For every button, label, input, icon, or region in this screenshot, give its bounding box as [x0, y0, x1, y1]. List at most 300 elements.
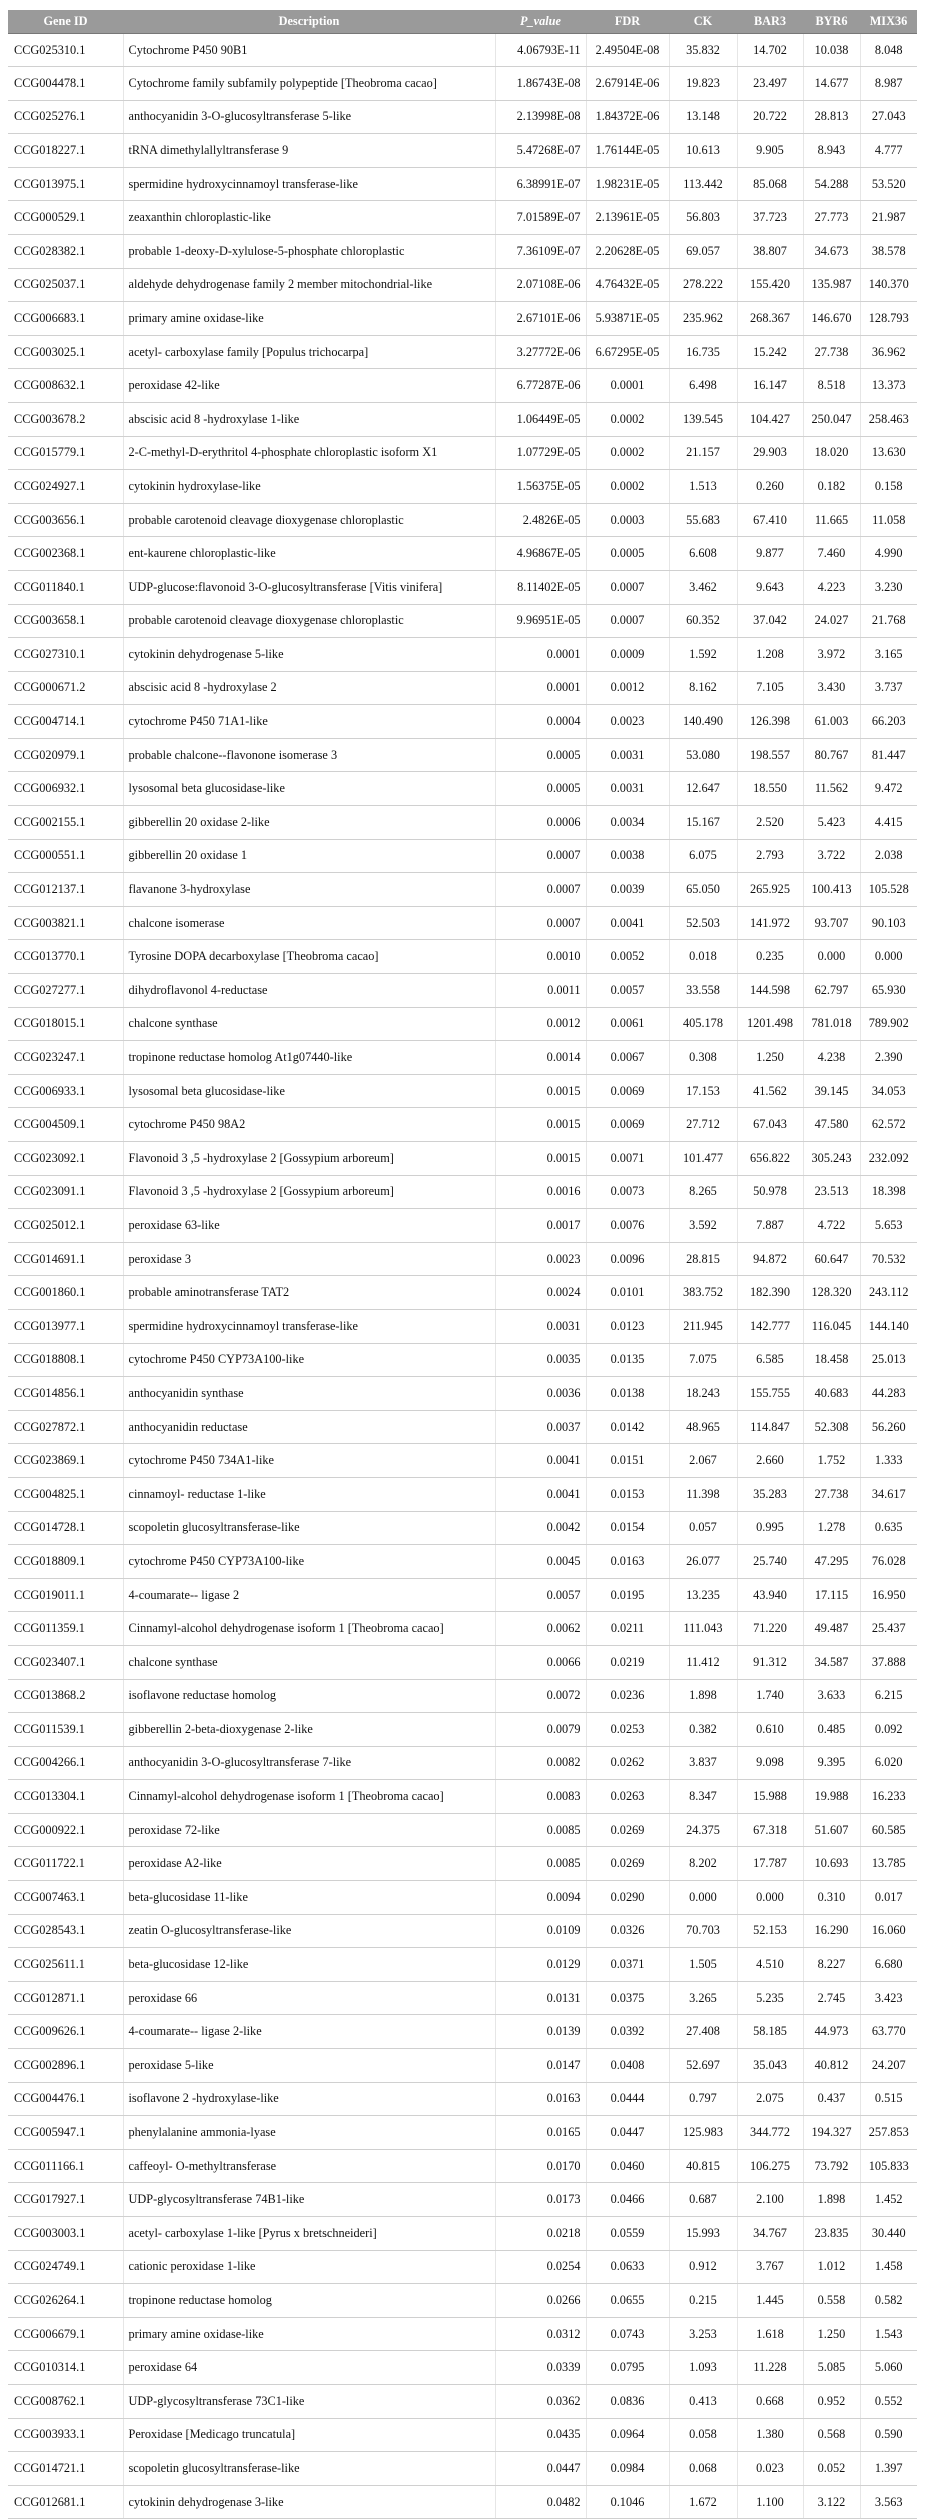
bar3-cell: 0.235	[737, 940, 803, 974]
gene-id-cell: CCG011539.1	[8, 1713, 123, 1747]
mix36-cell: 30.440	[860, 2217, 917, 2251]
bar3-cell: 37.723	[737, 201, 803, 235]
gene-id-cell: CCG000922.1	[8, 1813, 123, 1847]
gene-id-cell: CCG014721.1	[8, 2452, 123, 2486]
description-cell: chalcone synthase	[123, 1645, 495, 1679]
table-row	[8, 1309, 917, 1343]
mix36-cell: 0.582	[860, 2284, 917, 2318]
bar3-cell: 114.847	[737, 1410, 803, 1444]
mix36-cell: 18.398	[860, 1175, 917, 1209]
mix36-cell: 27.043	[860, 100, 917, 134]
byr6-cell: 39.145	[803, 1074, 860, 1108]
gene-id-cell: CCG002368.1	[8, 537, 123, 571]
table-row	[8, 1746, 917, 1780]
ck-cell: 211.945	[669, 1309, 737, 1343]
gene-id-cell: CCG027872.1	[8, 1410, 123, 1444]
ck-cell: 12.647	[669, 772, 737, 806]
fdr-cell: 0.0195	[586, 1578, 669, 1612]
ck-cell: 0.382	[669, 1713, 737, 1747]
byr6-cell: 40.812	[803, 2049, 860, 2083]
bar3-cell: 85.068	[737, 167, 803, 201]
description-cell: probable carotenoid cleavage dioxygenase chloroplastic	[123, 503, 495, 537]
table-row	[8, 604, 917, 638]
gene-id-cell: CCG004825.1	[8, 1477, 123, 1511]
mix36-cell: 140.370	[860, 268, 917, 302]
bar3-cell: 1.380	[737, 2418, 803, 2452]
description-cell: Cinnamyl-alcohol dehydrogenase isoform 1 [Theobroma cacao]	[123, 1612, 495, 1646]
description-cell: peroxidase 42-like	[123, 369, 495, 403]
table-row	[8, 1209, 917, 1243]
description-cell: aldehyde dehydrogenase family 2 member mitochondrial-like	[123, 268, 495, 302]
description-cell: 4-coumarate-- ligase 2-like	[123, 2015, 495, 2049]
mix36-cell: 16.950	[860, 1578, 917, 1612]
mix36-cell: 0.635	[860, 1511, 917, 1545]
table-row	[8, 100, 917, 134]
ck-cell: 56.803	[669, 201, 737, 235]
header-ck: CK	[669, 10, 737, 34]
mix36-cell: 0.590	[860, 2418, 917, 2452]
bar3-cell: 1.445	[737, 2284, 803, 2318]
table-row	[8, 839, 917, 873]
bar3-cell: 9.643	[737, 570, 803, 604]
bar3-cell: 182.390	[737, 1276, 803, 1310]
p-value-cell: 0.0057	[495, 1578, 586, 1612]
table-header	[8, 10, 917, 34]
gene-id-cell: CCG011722.1	[8, 1847, 123, 1881]
table-row	[8, 1847, 917, 1881]
ck-cell: 55.683	[669, 503, 737, 537]
table-row	[8, 906, 917, 940]
p-value-cell: 6.38991E-07	[495, 167, 586, 201]
byr6-cell: 4.722	[803, 1209, 860, 1243]
table-row	[8, 2250, 917, 2284]
ck-cell: 3.837	[669, 1746, 737, 1780]
mix36-cell: 66.203	[860, 705, 917, 739]
bar3-cell: 7.105	[737, 671, 803, 705]
ck-cell: 65.050	[669, 873, 737, 907]
table-row	[8, 1780, 917, 1814]
description-cell: isoflavone 2 -hydroxylase-like	[123, 2082, 495, 2116]
fdr-cell: 0.0071	[586, 1142, 669, 1176]
p-value-cell: 0.0062	[495, 1612, 586, 1646]
bar3-cell: 16.147	[737, 369, 803, 403]
header-mix36: MIX36	[860, 10, 917, 34]
bar3-cell: 198.557	[737, 738, 803, 772]
ck-cell: 17.153	[669, 1074, 737, 1108]
mix36-cell: 76.028	[860, 1545, 917, 1579]
p-value-cell: 0.0066	[495, 1645, 586, 1679]
bar3-cell: 656.822	[737, 1142, 803, 1176]
mix36-cell: 232.092	[860, 1142, 917, 1176]
table-row	[8, 2485, 917, 2519]
fdr-cell: 0.0375	[586, 1981, 669, 2015]
byr6-cell: 0.437	[803, 2082, 860, 2116]
byr6-cell: 135.987	[803, 268, 860, 302]
gene-id-cell: CCG003025.1	[8, 335, 123, 369]
fdr-cell: 0.0262	[586, 1746, 669, 1780]
ck-cell: 0.057	[669, 1511, 737, 1545]
description-cell: probable carotenoid cleavage dioxygenase chloroplastic	[123, 604, 495, 638]
p-value-cell: 0.0482	[495, 2485, 586, 2519]
byr6-cell: 47.295	[803, 1545, 860, 1579]
byr6-cell: 146.670	[803, 302, 860, 336]
bar3-cell: 1.618	[737, 2317, 803, 2351]
table-row	[8, 268, 917, 302]
p-value-cell: 8.11402E-05	[495, 570, 586, 604]
mix36-cell: 105.528	[860, 873, 917, 907]
fdr-cell: 0.0559	[586, 2217, 669, 2251]
table-row	[8, 1713, 917, 1747]
byr6-cell: 10.038	[803, 34, 860, 67]
p-value-cell: 0.0435	[495, 2418, 586, 2452]
fdr-cell: 0.0007	[586, 570, 669, 604]
table-row	[8, 2284, 917, 2318]
description-cell: lysosomal beta glucosidase-like	[123, 1074, 495, 1108]
table-row	[8, 1343, 917, 1377]
description-cell: anthocyanidin 3-O-glucosyltransferase 7-like	[123, 1746, 495, 1780]
byr6-cell: 5.085	[803, 2351, 860, 2385]
bar3-cell: 0.610	[737, 1713, 803, 1747]
bar3-cell: 268.367	[737, 302, 803, 336]
bar3-cell: 2.660	[737, 1444, 803, 1478]
fdr-cell: 0.0076	[586, 1209, 669, 1243]
table-row	[8, 402, 917, 436]
header-byr6: BYR6	[803, 10, 860, 34]
description-cell: cytokinin hydroxylase-like	[123, 470, 495, 504]
mix36-cell: 70.532	[860, 1242, 917, 1276]
header-p-value: P_value	[495, 10, 586, 34]
ck-cell: 1.672	[669, 2485, 737, 2519]
ck-cell: 383.752	[669, 1276, 737, 1310]
gene-id-cell: CCG026264.1	[8, 2284, 123, 2318]
description-cell: flavanone 3-hydroxylase	[123, 873, 495, 907]
bar3-cell: 1.740	[737, 1679, 803, 1713]
header-bar3: BAR3	[737, 10, 803, 34]
fdr-cell: 1.76144E-05	[586, 134, 669, 168]
bar3-cell: 0.260	[737, 470, 803, 504]
bar3-cell: 1201.498	[737, 1007, 803, 1041]
ck-cell: 1.592	[669, 638, 737, 672]
fdr-cell: 0.0123	[586, 1309, 669, 1343]
byr6-cell: 9.395	[803, 1746, 860, 1780]
p-value-cell: 0.0085	[495, 1813, 586, 1847]
ck-cell: 24.375	[669, 1813, 737, 1847]
gene-id-cell: CCG003678.2	[8, 402, 123, 436]
byr6-cell: 17.115	[803, 1578, 860, 1612]
bar3-cell: 126.398	[737, 705, 803, 739]
p-value-cell: 0.0001	[495, 671, 586, 705]
table-row	[8, 67, 917, 101]
byr6-cell: 128.320	[803, 1276, 860, 1310]
description-cell: cinnamoyl- reductase 1-like	[123, 1477, 495, 1511]
table-row	[8, 2384, 917, 2418]
fdr-cell: 1.84372E-06	[586, 100, 669, 134]
mix36-cell: 789.902	[860, 1007, 917, 1041]
fdr-cell: 0.0154	[586, 1511, 669, 1545]
fdr-cell: 0.0633	[586, 2250, 669, 2284]
p-value-cell: 0.0163	[495, 2082, 586, 2116]
ck-cell: 1.505	[669, 1948, 737, 1982]
mix36-cell: 0.000	[860, 940, 917, 974]
ck-cell: 15.993	[669, 2217, 737, 2251]
table-row	[8, 1377, 917, 1411]
description-cell: spermidine hydroxycinnamoyl transferase-like	[123, 167, 495, 201]
mix36-cell: 258.463	[860, 402, 917, 436]
p-value-cell: 0.0045	[495, 1545, 586, 1579]
table-row	[8, 2452, 917, 2486]
description-cell: gibberellin 20 oxidase 1	[123, 839, 495, 873]
byr6-cell: 16.290	[803, 1914, 860, 1948]
description-cell: isoflavone reductase homolog	[123, 1679, 495, 1713]
byr6-cell: 3.430	[803, 671, 860, 705]
description-cell: primary amine oxidase-like	[123, 302, 495, 336]
gene-id-cell: CCG002155.1	[8, 806, 123, 840]
p-value-cell: 0.0042	[495, 1511, 586, 1545]
p-value-cell: 0.0012	[495, 1007, 586, 1041]
bar3-cell: 71.220	[737, 1612, 803, 1646]
table-row	[8, 1948, 917, 1982]
ck-cell: 0.687	[669, 2183, 737, 2217]
p-value-cell: 0.0339	[495, 2351, 586, 2385]
byr6-cell: 28.813	[803, 100, 860, 134]
description-cell: cytochrome P450 CYP73A100-like	[123, 1343, 495, 1377]
mix36-cell: 8.048	[860, 34, 917, 67]
table-row	[8, 302, 917, 336]
gene-id-cell: CCG025012.1	[8, 1209, 123, 1243]
ck-cell: 6.498	[669, 369, 737, 403]
bar3-cell: 20.722	[737, 100, 803, 134]
table-row	[8, 1813, 917, 1847]
ck-cell: 21.157	[669, 436, 737, 470]
byr6-cell: 0.182	[803, 470, 860, 504]
bar3-cell: 2.793	[737, 839, 803, 873]
table-row	[8, 1914, 917, 1948]
ck-cell: 11.398	[669, 1477, 737, 1511]
ck-cell: 8.162	[669, 671, 737, 705]
mix36-cell: 1.452	[860, 2183, 917, 2217]
byr6-cell: 54.288	[803, 167, 860, 201]
fdr-cell: 0.0466	[586, 2183, 669, 2217]
fdr-cell: 2.13961E-05	[586, 201, 669, 235]
ck-cell: 6.608	[669, 537, 737, 571]
p-value-cell: 0.0041	[495, 1477, 586, 1511]
mix36-cell: 144.140	[860, 1309, 917, 1343]
p-value-cell: 0.0007	[495, 839, 586, 873]
ck-cell: 3.462	[669, 570, 737, 604]
p-value-cell: 0.0129	[495, 1948, 586, 1982]
gene-id-cell: CCG003933.1	[8, 2418, 123, 2452]
fdr-cell: 0.0067	[586, 1041, 669, 1075]
bar3-cell: 67.410	[737, 503, 803, 537]
description-cell: peroxidase A2-like	[123, 1847, 495, 1881]
p-value-cell: 0.0254	[495, 2250, 586, 2284]
gene-id-cell: CCG008632.1	[8, 369, 123, 403]
table-row	[8, 34, 917, 67]
gene-id-cell: CCG013975.1	[8, 167, 123, 201]
table-row	[8, 167, 917, 201]
bar3-cell: 1.100	[737, 2485, 803, 2519]
p-value-cell: 0.0015	[495, 1074, 586, 1108]
bar3-cell: 0.000	[737, 1881, 803, 1915]
p-value-cell: 9.96951E-05	[495, 604, 586, 638]
ck-cell: 13.235	[669, 1578, 737, 1612]
mix36-cell: 1.543	[860, 2317, 917, 2351]
ck-cell: 10.613	[669, 134, 737, 168]
ck-cell: 70.703	[669, 1914, 737, 1948]
fdr-cell: 0.1046	[586, 2485, 669, 2519]
bar3-cell: 9.877	[737, 537, 803, 571]
ck-cell: 278.222	[669, 268, 737, 302]
table-row	[8, 2015, 917, 2049]
table-row	[8, 1578, 917, 1612]
mix36-cell: 0.515	[860, 2082, 917, 2116]
fdr-cell: 0.0034	[586, 806, 669, 840]
description-cell: tRNA dimethylallyltransferase 9	[123, 134, 495, 168]
p-value-cell: 0.0024	[495, 1276, 586, 1310]
gene-id-cell: CCG025611.1	[8, 1948, 123, 1982]
gene-id-cell: CCG014728.1	[8, 1511, 123, 1545]
bar3-cell: 58.185	[737, 2015, 803, 2049]
byr6-cell: 61.003	[803, 705, 860, 739]
gene-id-cell: CCG020979.1	[8, 738, 123, 772]
table-row	[8, 1142, 917, 1176]
bar3-cell: 50.978	[737, 1175, 803, 1209]
fdr-cell: 0.0326	[586, 1914, 669, 1948]
bar3-cell: 1.208	[737, 638, 803, 672]
gene-id-cell: CCG028382.1	[8, 234, 123, 268]
mix36-cell: 11.058	[860, 503, 917, 537]
p-value-cell: 0.0094	[495, 1881, 586, 1915]
table-row	[8, 1612, 917, 1646]
gene-id-cell: CCG012871.1	[8, 1981, 123, 2015]
table-row	[8, 369, 917, 403]
description-cell: peroxidase 72-like	[123, 1813, 495, 1847]
gene-id-cell: CCG019011.1	[8, 1578, 123, 1612]
gene-id-cell: CCG014856.1	[8, 1377, 123, 1411]
description-cell: probable chalcone--flavonone isomerase 3	[123, 738, 495, 772]
table-row	[8, 806, 917, 840]
mix36-cell: 13.785	[860, 1847, 917, 1881]
p-value-cell: 0.0007	[495, 873, 586, 907]
gene-id-cell: CCG003656.1	[8, 503, 123, 537]
byr6-cell: 1.752	[803, 1444, 860, 1478]
byr6-cell: 1.250	[803, 2317, 860, 2351]
ck-cell: 6.075	[669, 839, 737, 873]
mix36-cell: 24.207	[860, 2049, 917, 2083]
gene-id-cell: CCG025310.1	[8, 34, 123, 67]
mix36-cell: 5.060	[860, 2351, 917, 2385]
fdr-cell: 0.0253	[586, 1713, 669, 1747]
header-gene-id: Gene ID	[8, 10, 123, 34]
p-value-cell: 2.4826E-05	[495, 503, 586, 537]
bar3-cell: 38.807	[737, 234, 803, 268]
description-cell: tropinone reductase homolog At1g07440-like	[123, 1041, 495, 1075]
mix36-cell: 3.563	[860, 2485, 917, 2519]
p-value-cell: 0.0170	[495, 2149, 586, 2183]
mix36-cell: 4.777	[860, 134, 917, 168]
p-value-cell: 0.0031	[495, 1309, 586, 1343]
fdr-cell: 4.76432E-05	[586, 268, 669, 302]
gene-id-cell: CCG013977.1	[8, 1309, 123, 1343]
p-value-cell: 1.07729E-05	[495, 436, 586, 470]
bar3-cell: 37.042	[737, 604, 803, 638]
fdr-cell: 0.0073	[586, 1175, 669, 1209]
bar3-cell: 29.903	[737, 436, 803, 470]
byr6-cell: 8.227	[803, 1948, 860, 1982]
p-value-cell: 0.0023	[495, 1242, 586, 1276]
mix36-cell: 37.888	[860, 1645, 917, 1679]
header-row	[8, 10, 917, 34]
p-value-cell: 0.0036	[495, 1377, 586, 1411]
ck-cell: 0.797	[669, 2082, 737, 2116]
fdr-cell: 0.0269	[586, 1847, 669, 1881]
byr6-cell: 4.238	[803, 1041, 860, 1075]
byr6-cell: 73.792	[803, 2149, 860, 2183]
gene-id-cell: CCG000551.1	[8, 839, 123, 873]
fdr-cell: 0.0096	[586, 1242, 669, 1276]
bar3-cell: 35.043	[737, 2049, 803, 2083]
byr6-cell: 47.580	[803, 1108, 860, 1142]
mix36-cell: 0.092	[860, 1713, 917, 1747]
gene-id-cell: CCG008762.1	[8, 2384, 123, 2418]
p-value-cell: 1.56375E-05	[495, 470, 586, 504]
fdr-cell: 0.0101	[586, 1276, 669, 1310]
fdr-cell: 0.0263	[586, 1780, 669, 1814]
fdr-cell: 0.0031	[586, 738, 669, 772]
byr6-cell: 11.665	[803, 503, 860, 537]
ck-cell: 52.503	[669, 906, 737, 940]
ck-cell: 13.148	[669, 100, 737, 134]
p-value-cell: 2.13998E-08	[495, 100, 586, 134]
fdr-cell: 0.0269	[586, 1813, 669, 1847]
ck-cell: 1.093	[669, 2351, 737, 2385]
gene-id-cell: CCG004476.1	[8, 2082, 123, 2116]
gene-id-cell: CCG005947.1	[8, 2116, 123, 2150]
gene-id-cell: CCG006679.1	[8, 2317, 123, 2351]
table-row	[8, 1477, 917, 1511]
table-row	[8, 638, 917, 672]
description-cell: caffeoyl- O-methyltransferase	[123, 2149, 495, 2183]
byr6-cell: 0.485	[803, 1713, 860, 1747]
gene-id-cell: CCG015779.1	[8, 436, 123, 470]
fdr-cell: 0.0031	[586, 772, 669, 806]
table-row	[8, 503, 917, 537]
ck-cell: 60.352	[669, 604, 737, 638]
bar3-cell: 0.668	[737, 2384, 803, 2418]
p-value-cell: 0.0005	[495, 772, 586, 806]
p-value-cell: 2.07108E-06	[495, 268, 586, 302]
gene-id-cell: CCG007463.1	[8, 1881, 123, 1915]
gene-id-cell: CCG001860.1	[8, 1276, 123, 1310]
description-cell: anthocyanidin 3-O-glucosyltransferase 5-like	[123, 100, 495, 134]
bar3-cell: 17.787	[737, 1847, 803, 1881]
byr6-cell: 0.052	[803, 2452, 860, 2486]
fdr-cell: 0.0135	[586, 1343, 669, 1377]
bar3-cell: 67.043	[737, 1108, 803, 1142]
fdr-cell: 0.0211	[586, 1612, 669, 1646]
byr6-cell: 19.988	[803, 1780, 860, 1814]
description-cell: spermidine hydroxycinnamoyl transferase-like	[123, 1309, 495, 1343]
mix36-cell: 0.017	[860, 1881, 917, 1915]
p-value-cell: 0.0131	[495, 1981, 586, 2015]
ck-cell: 0.413	[669, 2384, 737, 2418]
byr6-cell: 3.722	[803, 839, 860, 873]
description-cell: probable aminotransferase TAT2	[123, 1276, 495, 1310]
ck-cell: 0.058	[669, 2418, 737, 2452]
p-value-cell: 0.0139	[495, 2015, 586, 2049]
description-cell: cytochrome P450 734A1-like	[123, 1444, 495, 1478]
description-cell: peroxidase 64	[123, 2351, 495, 2385]
